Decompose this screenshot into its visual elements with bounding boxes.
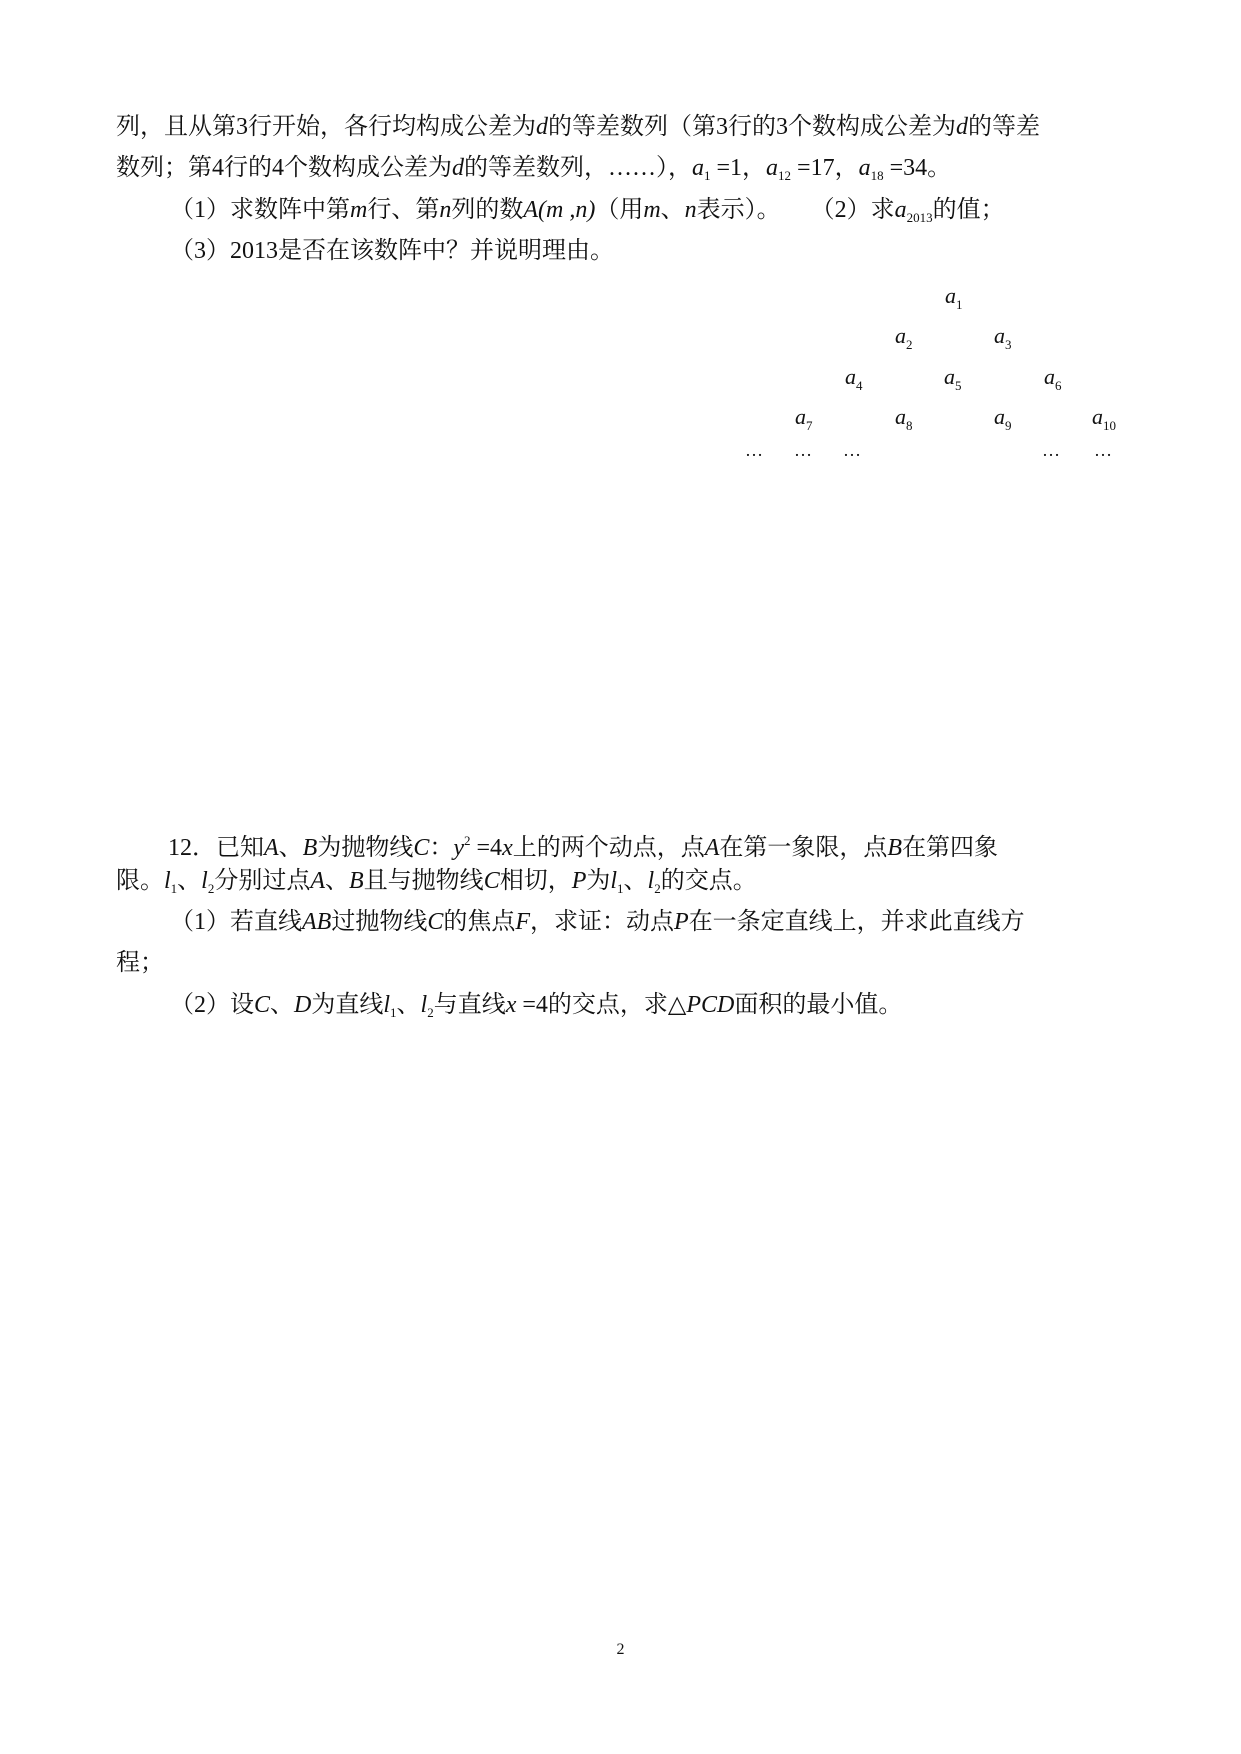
- text: 行、第: [367, 197, 440, 223]
- text: 的值；: [932, 197, 1005, 223]
- math-l1: l: [164, 868, 171, 894]
- text: （3）2013是否在该数阵中？并说明理由。: [170, 238, 614, 264]
- ellipsis: …: [794, 440, 813, 460]
- math-d: d: [536, 114, 548, 140]
- math-a: a: [692, 155, 704, 181]
- math-B: B: [302, 835, 318, 861]
- ellipsis: …: [1094, 440, 1113, 460]
- term-a4: $a_4$: [845, 364, 863, 393]
- math-P: P: [571, 868, 587, 894]
- value: =1，: [710, 155, 767, 181]
- math-m: m: [350, 197, 368, 223]
- math-d: d: [956, 114, 968, 140]
- math-C: C: [254, 992, 271, 1018]
- value: =34。: [883, 155, 952, 181]
- p12-line-1: 12．已知A、B为抛物线C：$y^2 =4x$上的两个动点，点A在第一象限，点B在第四象: [168, 833, 999, 861]
- math-C: C: [427, 909, 444, 935]
- math-x: x: [505, 992, 517, 1018]
- subscript: 18: [870, 168, 884, 183]
- text: 、: [660, 197, 685, 223]
- p12-question-1-cont: 程；: [116, 950, 164, 976]
- p12-question-1: （1）若直线AB过抛物线C的焦点F，求证：动点P在一条定直线上，并求此直线方: [170, 909, 1025, 935]
- subscript: 2013: [906, 210, 933, 225]
- term-a5: $a_5$: [944, 364, 962, 393]
- ellipsis: …: [1042, 440, 1061, 460]
- text: 的等差数列（第3行的3个数构成公差为: [548, 114, 956, 140]
- text: 列的数: [451, 197, 524, 223]
- math-a: a: [766, 155, 779, 181]
- term-a2: $a_2$: [895, 323, 913, 352]
- math-y: y: [453, 835, 465, 861]
- text: 的等差: [968, 114, 1040, 140]
- math-A-m-n: A(m ,n): [523, 197, 596, 223]
- math-C: C: [413, 835, 430, 861]
- math-A: A: [704, 835, 720, 861]
- text: 列，且从第3行开始，各行均构成公差为: [116, 114, 536, 140]
- math-m: m: [643, 197, 661, 223]
- math-a: a: [894, 197, 907, 223]
- p12-line-2: 限。$l_1$、$l_2$分别过点A、B且与抛物线C相切，P为$l_1$、$l_2$的交点。: [116, 868, 757, 896]
- term-a9: $a_9$: [994, 404, 1012, 433]
- math-x: x: [502, 835, 513, 861]
- text: （1）求数阵中第: [170, 197, 350, 223]
- math-B: B: [349, 868, 364, 894]
- term-a1: $a_1$: [945, 283, 963, 312]
- p11-questions-1-2: [170, 195, 1005, 233]
- superscript: 2: [464, 833, 471, 848]
- p11-line-1: [116, 112, 1040, 142]
- ellipsis: …: [843, 440, 862, 460]
- p11-question-3: [170, 236, 614, 266]
- text: 的等差数列，……），: [464, 155, 692, 181]
- math-PCD: PCD: [686, 992, 735, 1018]
- math-B: B: [887, 835, 903, 861]
- p12-question-2: （2）设C、D为直线$l_1$、$l_2$与直线x =4的交点，求△PCD面积的最小值。: [170, 992, 903, 1020]
- subscript: 1: [704, 168, 711, 183]
- math-A: A: [264, 835, 279, 861]
- math-n: n: [439, 197, 452, 223]
- math-d: d: [452, 155, 464, 181]
- ellipsis: …: [745, 440, 764, 460]
- subscript: 12: [778, 168, 792, 183]
- p11-line-2: [116, 153, 951, 191]
- text: （用: [595, 197, 644, 223]
- term-a10: $a_{10}$: [1092, 404, 1116, 433]
- math-A: A: [310, 868, 326, 894]
- math-F: F: [515, 909, 531, 935]
- page-number: 2: [616, 1641, 625, 1658]
- math-l1: l: [383, 992, 391, 1018]
- math-l2: l: [420, 992, 428, 1018]
- math-n: n: [684, 197, 697, 223]
- term-a3: $a_3$: [994, 323, 1012, 352]
- text: 表示）。: [696, 197, 781, 223]
- math-l2: l: [201, 868, 208, 894]
- math-D: D: [294, 992, 312, 1018]
- math-l1: l: [610, 868, 618, 894]
- term-a6: $a_6$: [1044, 364, 1062, 393]
- math-AB: AB: [302, 909, 332, 935]
- value: =17，: [791, 155, 859, 181]
- text: 数列；第4行的4个数构成公差为: [116, 155, 452, 181]
- text: （2）求: [810, 197, 895, 223]
- term-a7: $a_7$: [795, 404, 813, 433]
- term-a8: $a_8$: [895, 404, 913, 433]
- problem-number: 12．已知: [168, 835, 264, 861]
- math-C: C: [483, 868, 500, 894]
- math-a: a: [858, 155, 871, 181]
- math-l2: l: [647, 868, 655, 894]
- math-P: P: [674, 909, 689, 935]
